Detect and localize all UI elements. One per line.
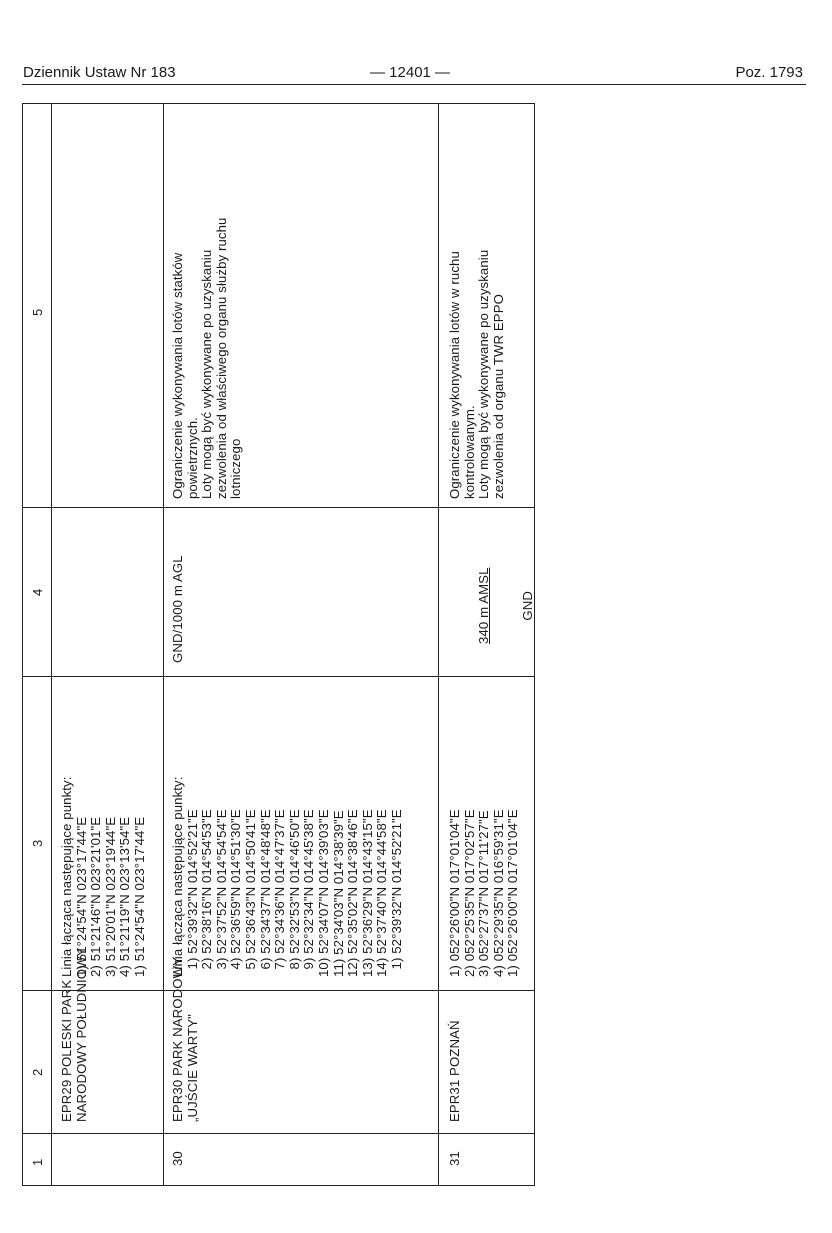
row-coordinates: 1) 052°26'00"N 017°01'04"E 2) 052°25'35"N 017°02'57"E 3) 052°27'37"N 017°11'27"E 4) 052°29'35"N 016°59'31"E 1) 052°26'00"N 017°01'04"E xyxy=(447,809,521,977)
divider xyxy=(23,507,534,508)
divider xyxy=(163,104,164,1185)
row-coordinates: Linia łącząca następujące punkty: 1) 51°24'54"N 023°17'44"E 2) 51°21'46"N 023°21'01"E 3) 51°20'01"N 023°19'44"E 4) 51°21'19"N 023°13'54"E 1) 51°24'54"N 023°17'44"E xyxy=(59,776,147,977)
airspace-table xyxy=(22,103,535,1186)
page-number: — 12401 — xyxy=(370,64,451,81)
position-number: Poz. 1793 xyxy=(735,64,803,81)
row-name: EPR30 PARK NARODOWY „UJŚCIE WARTY" xyxy=(170,956,200,1122)
column-header-4: 4 xyxy=(30,588,45,596)
row-remarks: Ograniczenie wykonywania lotów w ruchu kontrolowanym. Loty mogą być wykonywane po uzyskaniu zezwolenia od organu TWR EPPO xyxy=(447,249,506,499)
header-rule xyxy=(22,84,806,85)
divider xyxy=(23,676,534,677)
divider xyxy=(23,1133,534,1134)
row-number: 31 xyxy=(447,1151,462,1166)
divider xyxy=(51,104,52,1185)
column-header-1: 1 xyxy=(30,1158,45,1166)
column-header-2: 2 xyxy=(30,1068,45,1076)
column-header-3: 3 xyxy=(30,839,45,847)
row-altitude xyxy=(448,568,565,645)
column-header-5: 5 xyxy=(30,308,45,316)
row-coordinates: Linia łącząca następujące punkty: 1) 52°39'32"N 014°52'21"E 2) 52°38'16"N 014°54'53"E 3) 52°37'52"N 014°54'54"E 4) 52°36'59"N 014°51'30"E 5) 52°36'43"N 014°50'41"E 6) 52°34'37"N 014°48'48"E 7) 52°34'36"N 014°47'37"E 8) 52°32'53"N 014°46'50"E 9) 52°32'34"N 014°45'38"E 10) 52°34'07"N 014°39'03"E 11) 52°34'03"N 014°38'39"E 12) 52°35'02"N 014°38'46"E 13) 52°36'29"N 014°43'15"E 14) 52°37'40"N 014°44'58"E 1) 52°39'32"N 014°52'21"E xyxy=(170,776,404,977)
altitude-lower-limit: GND xyxy=(519,590,535,621)
journal-title: Dziennik Ustaw Nr 183 xyxy=(23,64,176,81)
divider xyxy=(23,990,534,991)
row-remarks: Ograniczenie wykonywania lotów statków powietrznych. Loty mogą być wykonywane po uzyskaniu zezwolenia od właściwego organu służby ruchu lotniczego xyxy=(170,217,244,499)
divider xyxy=(438,104,439,1185)
altitude-upper-limit: 340 m AMSL xyxy=(476,567,492,644)
row-name: EPR31 POZNAŃ xyxy=(447,1020,462,1122)
row-name: EPR29 POLESKI PARK NARODOWY POŁUDNIOWY xyxy=(59,947,89,1122)
row-altitude: GND/1000 m AGL xyxy=(170,555,185,663)
row-number: 30 xyxy=(170,1151,185,1166)
